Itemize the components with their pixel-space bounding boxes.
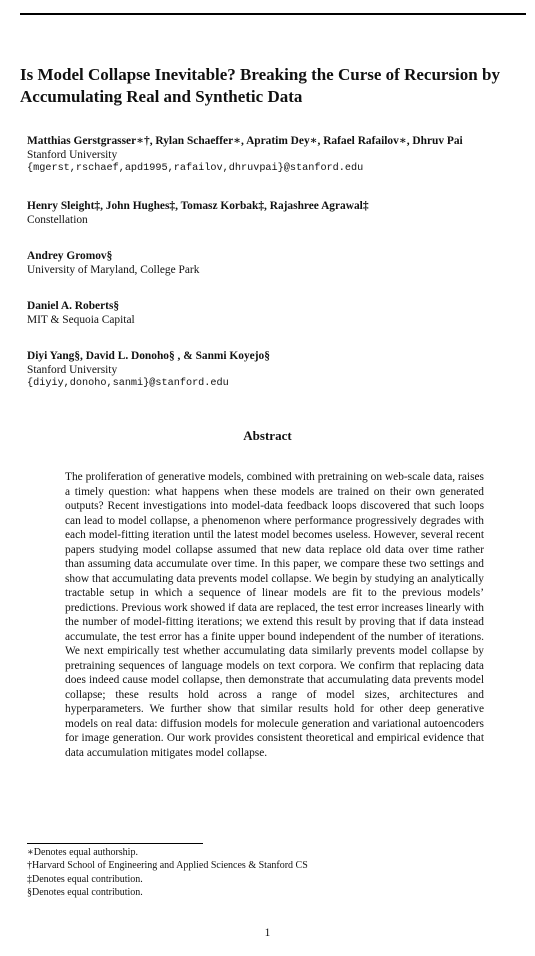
footnote: §Denotes equal contribution.: [27, 886, 143, 898]
abstract-body: [65, 470, 484, 760]
page-number: 1: [264, 927, 271, 939]
author-group-5: [27, 349, 270, 391]
author-names: Henry Sleight‡, John Hughes‡, Tomasz Korbak‡, Rajashree Agrawal‡: [27, 200, 369, 212]
abstract-heading: Abstract: [243, 428, 292, 443]
footnotes: [27, 846, 308, 899]
author-email: {diyiy,donoho,sanmi}@stanford.edu: [27, 378, 229, 389]
abstract-text: The proliferation of generative models, combined with pretraining on web-scale data, raises a timely question: what happens when these models are trained on their own generated outputs? Recent investigations into model-data feedback loops discovered that such loops can lead to model collapse, a phenomenon where performance progressively degrades with each model-fitting iteration until the latest model becomes useless. However, several recent papers studying model collapse assumed that new data replace old data over time rather than assuming data accumulate over time. In this paper, we compare these two settings and show that accumulating data prevents model collapse. We begin by studying an analytically tractable setup in which a sequence of linear models are fit to the previous models’ predictions. Previous work showed if data are replaced, the test error increases linearly with the number of model-fitting iterations; we extend this result by proving that if data instead accumulate, the test error has a finite upper bound independent of the number of iterations. We next empirically test whether accumulating data similarly prevents model collapse by pretraining sequences of language models on text corpora. We confirm that replacing data does indeed cause model collapse, then demonstrate that accumulating data prevents model collapse; these results hold across a range of model sizes, architectures and hyperparameters. We further show that similar results hold for other deep generative models on real data: diffusion models for molecule generation and variational autoencoders for image generation. Our work provides consistent theoretical and empirical evidence that data accumulation mitigates model collapse.: [65, 471, 484, 759]
author-affiliation: Stanford University: [27, 364, 118, 376]
footnote: ∗Denotes equal authorship.: [27, 847, 138, 858]
author-group-3: [27, 249, 199, 277]
footnote: †Harvard School of Engineering and Applied Sciences & Stanford CS: [27, 860, 308, 872]
author-email: {mgerst,rschaef,apd1995,rafailov,dhruvpai}@stanford.edu: [27, 163, 364, 174]
author-group-4: [27, 299, 135, 327]
author-affiliation: University of Maryland, College Park: [27, 264, 200, 276]
footnote: ‡Denotes equal contribution.: [27, 873, 143, 885]
author-group-2: [27, 199, 369, 227]
author-names: Diyi Yang§, David L. Donoho§ , & Sanmi Koyejo§: [27, 350, 270, 362]
paper-title: Is Model Collapse Inevitable? Breaking the Curse of Recursion by Accumulating Real and Synthetic Data: [20, 65, 500, 106]
author-group-1: [27, 134, 463, 176]
top-rule: [20, 13, 526, 15]
author-names: Daniel A. Roberts§: [27, 300, 120, 312]
author-names: Matthias Gerstgrasser∗†, Rylan Schaeffer∗, Apratim Dey∗, Rafael Rafailov∗, Dhruv Pai: [27, 135, 463, 147]
author-names: Andrey Gromov§: [27, 250, 113, 262]
author-affiliation: Constellation: [27, 214, 88, 226]
footnote-rule: [27, 843, 203, 844]
author-affiliation: MIT & Sequoia Capital: [27, 314, 135, 326]
author-affiliation: Stanford University: [27, 149, 118, 161]
